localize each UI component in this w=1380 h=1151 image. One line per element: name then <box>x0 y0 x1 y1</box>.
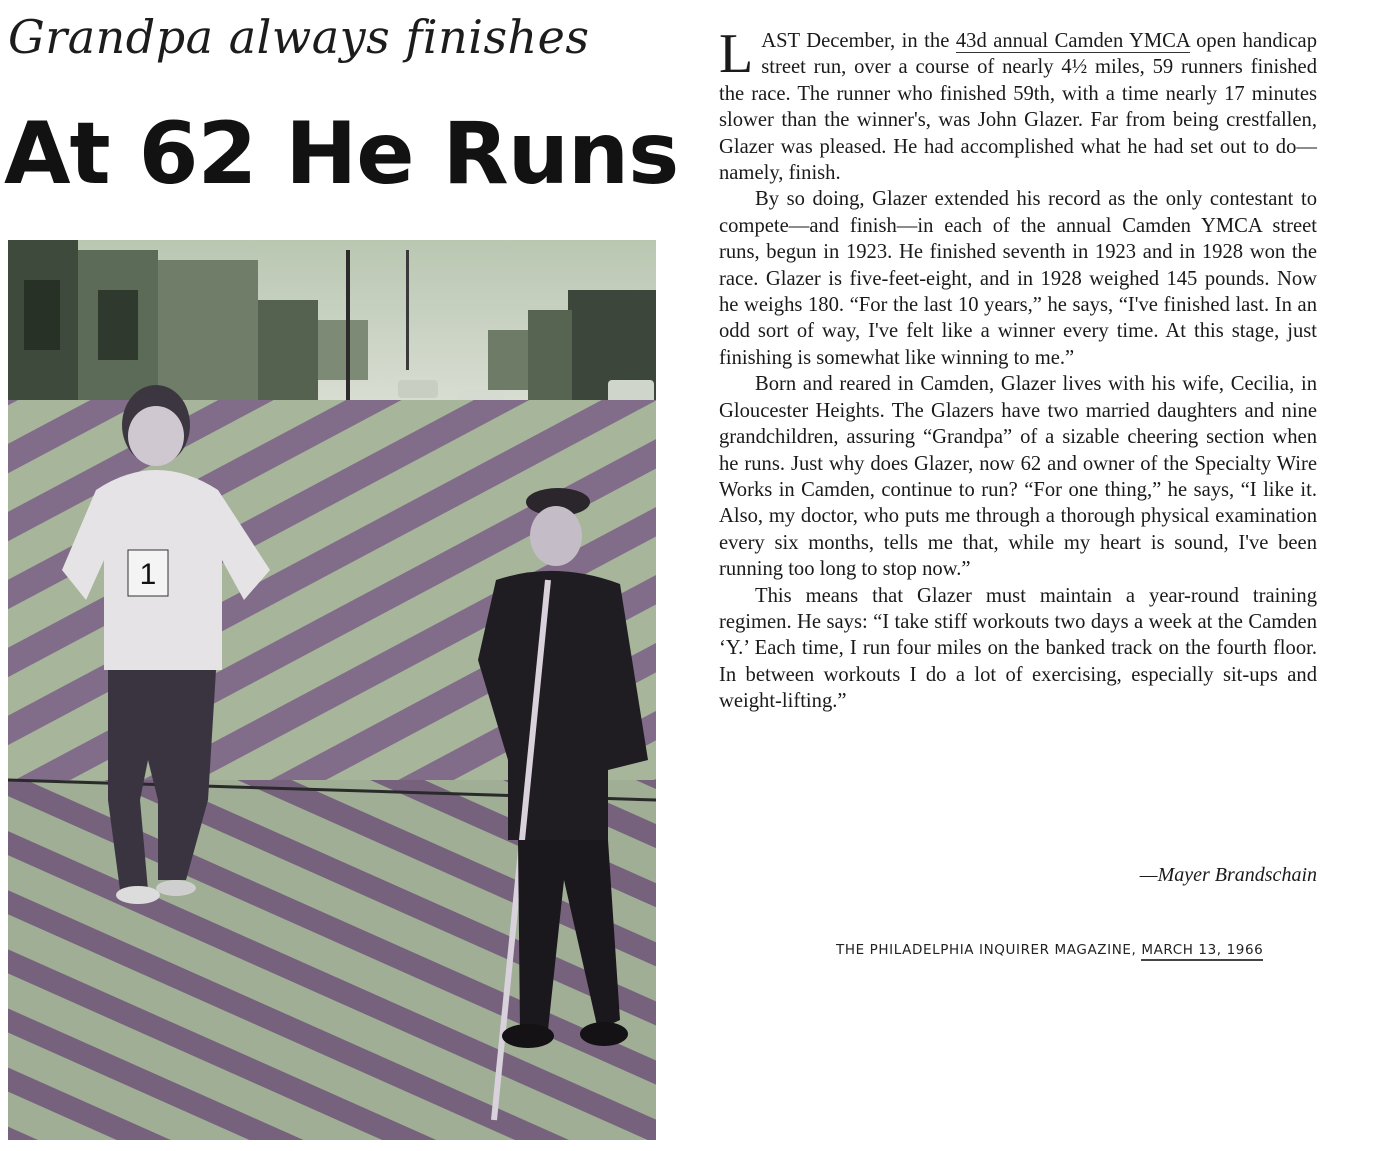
runner-photo <box>8 240 656 1140</box>
drop-cap: L <box>719 23 754 85</box>
publication-name: THE PHILADELPHIA INQUIRER MAGAZINE, <box>836 942 1142 958</box>
svg-text:1: 1 <box>139 558 157 591</box>
kicker-title: Grandpa always finishes <box>8 10 590 64</box>
article-body <box>719 23 1317 715</box>
p1-rest: open handicap street run, over a course of nearly 4½ miles, 59 runners finished the race. The runner who finished 59th, with a time nearly 17 minutes slower than the winner's, was John Glazer. Far from being crestfallen, Glazer was pleased. He had accomplished what he had set out to do—namely, finish. <box>719 30 1317 185</box>
paragraph-1 <box>719 23 1317 186</box>
paragraph-3: Born and reared in Camden, Glazer lives with his wife, Cecilia, in Gloucester Heights. The Glazers have two married daughters and nine grandchildren, assuring “Grandpa” of a sizable cheering section when he runs. Just why does Glazer, now 62 and owner of the Specialty Wire Works in Camden, continue to run? “For one thing,” he says, “I like it. Also, my doctor, who puts me through a thorough physical examination every six months, tells me that, while my heart is sound, I've been running too long to stop now.” <box>719 373 1317 581</box>
byline: —Mayer Brandschain <box>1139 864 1317 886</box>
headline: At 62 He Runs <box>4 104 679 204</box>
p1-underlined: 43d annual Camden YMCA <box>955 30 1190 52</box>
publication-date: MARCH 13, 1966 <box>1141 942 1263 961</box>
publication-credit <box>836 942 1356 958</box>
p1-lead: AST December, in the <box>761 30 956 52</box>
paragraph-4: This means that Glazer must maintain a year-round training regimen. He says: “I take stiff workouts two days a week at the Camden ‘Y.’ Each time, I run four miles on the banked track on the fourth floor. In between workouts I do a lot of exercising, especially sit-ups and weight-lifting.” <box>719 584 1317 713</box>
paragraph-2: By so doing, Glazer extended his record as the only contestant to compete—and finish—in each of the annual Camden YMCA street runs, begun in 1923. He finished seventh in 1923 and in 1928 won the race. Glazer is five-feet-eight, and in 1928 weighed 145 pounds. Now he weighs 180. “For the last 10 years,” he says, “I've finished last. In an odd sort of way, I've felt like a winner every time. At this stage, just finishing is somewhat like winning to me.” <box>719 188 1317 369</box>
